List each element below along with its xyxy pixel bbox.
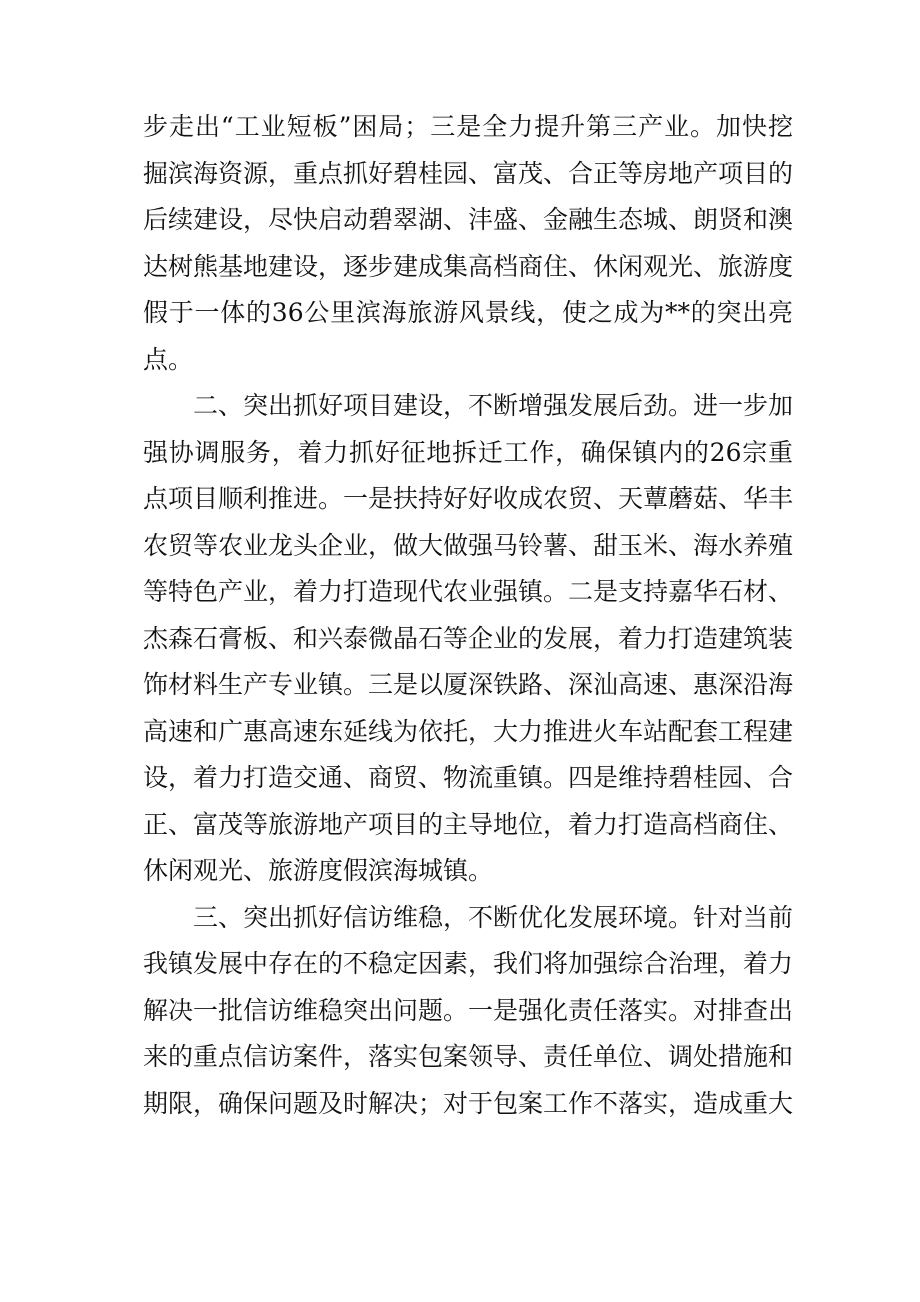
text-line: 假于一体的36公里滨海旅游风景线，使之成为**的突出亮	[143, 298, 793, 327]
text-line: 点。	[143, 344, 194, 374]
text-line: 步走出“工业短板”困局；三是全力提升第三产业。加快挖	[143, 112, 793, 141]
text-line: 来的重点信访案件，落实包案领导、责任单位、调处措施和	[143, 1042, 794, 1071]
text-line: 解决一批信访维稳突出问题。一是强化责任落实。对排查出	[143, 995, 794, 1025]
text-line: 后续建设，尽快启动碧翠湖、沣盛、金融生态城、朗贤和澳	[143, 205, 794, 234]
paragraph-heading-line: 二、突出抓好项目建设，不断增强发展后劲。进一步加	[193, 391, 794, 420]
text-line: 点项目顺利推进。一是扶持好好收成农贸、天蕈蘑菇、华丰	[143, 484, 794, 513]
text-line: 期限，确保问题及时解决；对于包案工作不落实，造成重大	[143, 1088, 794, 1118]
text-line: 强协调服务，着力抓好征地拆迁工作，确保镇内的26宗重	[143, 437, 793, 467]
text-line: 达树熊基地建设，逐步建成集高档商住、休闲观光、旅游度	[143, 251, 794, 281]
text-line: 我镇发展中存在的不稳定因素，我们将加强综合治理，着力	[143, 949, 794, 978]
document-body	[143, 104, 793, 1127]
text-line: 正、富茂等旅游地产项目的主导地位，着力打造高档商住、	[143, 809, 794, 839]
text-line: 休闲观光、旅游度假滨海城镇。	[143, 856, 494, 885]
paragraph-heading-line: 三、突出抓好信访维稳，不断优化发展环境。针对当前	[193, 902, 794, 932]
text-line: 饰材料生产专业镇。三是以厦深铁路、深汕高速、惠深沿海	[143, 670, 794, 699]
text-line: 设，着力打造交通、商贸、物流重镇。四是维持碧桂园、合	[143, 763, 794, 792]
text-line: 掘滨海资源，重点抓好碧桂园、富茂、合正等房地产项目的	[143, 158, 794, 188]
text-line: 高速和广惠高速东延线为依托，大力推进火车站配套工程建	[143, 716, 794, 746]
text-line: 等特色产业，着力打造现代农业强镇。二是支持嘉华石材、	[143, 577, 794, 606]
text-line: 农贸等农业龙头企业，做大做强马铃薯、甜玉米、海水养殖	[143, 530, 794, 560]
text-line: 杰森石膏板、和兴泰微晶石等企业的发展，着力打造建筑装	[143, 623, 794, 653]
